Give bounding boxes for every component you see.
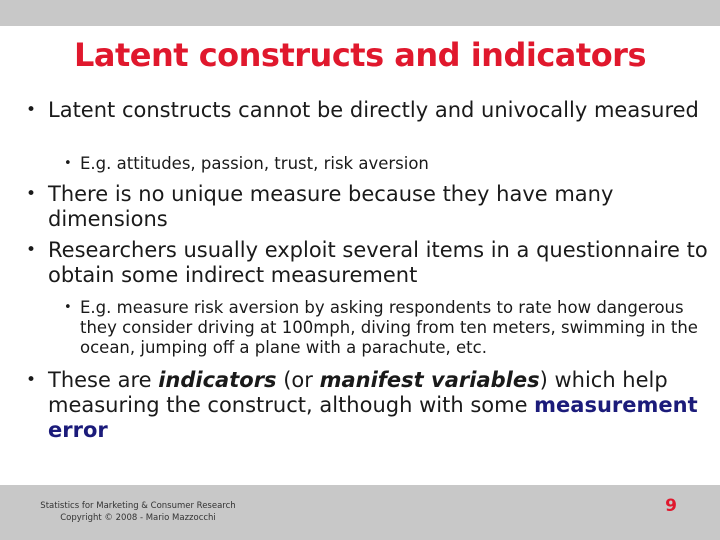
bullet-marker: •: [26, 184, 37, 204]
text-segment: (or: [276, 368, 320, 392]
footer-copyright: Copyright © 2008 - Mario Mazzocchi: [60, 513, 216, 523]
slide-title: Latent constructs and indicators: [73, 36, 646, 74]
footer-course-title: Statistics for Marketing & Consumer Research: [40, 501, 236, 511]
bullet-marker: •: [26, 370, 37, 390]
text-segment: ) which help measuring the construct, although with some: [48, 368, 668, 417]
sub-bullet-examples: E.g. attitudes, passion, trust, risk aversion: [80, 154, 429, 173]
term-indicators: indicators: [158, 368, 277, 392]
text-segment: These are: [48, 368, 159, 392]
bullet-indicators: [48, 368, 710, 443]
bullet-marker: •: [64, 300, 72, 315]
bullet-researchers-items: Researchers usually exploit several items in a questionnaire to obtain some indirect measurement: [48, 238, 708, 287]
bullet-latent-constructs: Latent constructs cannot be directly and univocally measured: [48, 98, 699, 122]
term-measurement-error: measurement error: [48, 393, 698, 442]
bullet-marker: •: [64, 156, 72, 171]
sub-bullet-risk-aversion-example: E.g. measure risk aversion by asking respondents to rate how dangerous they consider driving at 100mph, diving from ten meters, swimming in the ocean, jumping off a plane with a parachute, etc.: [80, 298, 698, 357]
top-band: [0, 0, 720, 26]
bullet-no-unique-measure: There is no unique measure because they have many dimensions: [48, 182, 614, 231]
footer-credit: [28, 500, 248, 524]
bullet-marker: •: [26, 100, 37, 120]
page-number: 9: [665, 496, 677, 516]
bullet-marker: •: [26, 240, 37, 260]
term-manifest-variables: manifest variables: [319, 368, 540, 392]
